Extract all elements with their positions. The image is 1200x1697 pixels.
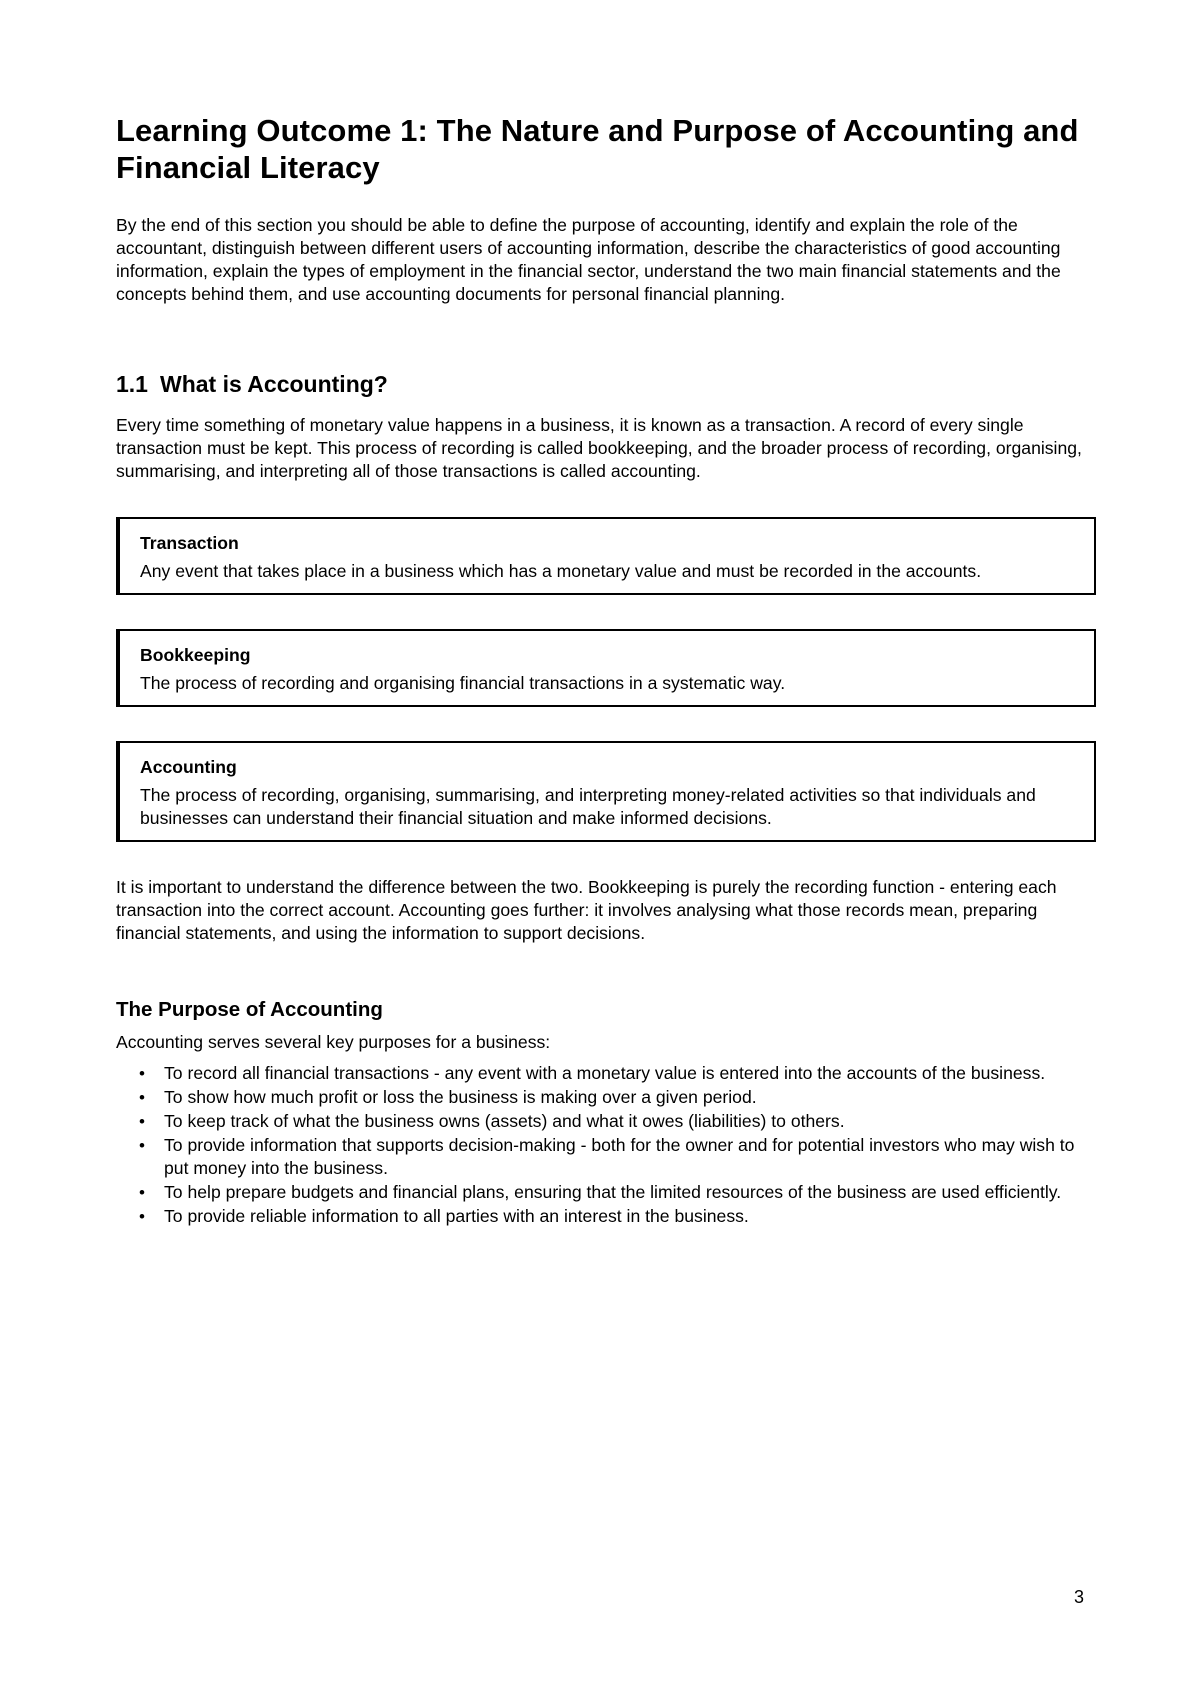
section-title: What is Accounting?: [159, 371, 388, 397]
purpose-lead: Accounting serves several key purposes for a business:: [116, 1032, 551, 1052]
list-item: [139, 1062, 1096, 1085]
list-item-text: To provide information that supports decision-making - both for the owner and for potential investors who may wish to put money into the business.: [164, 1135, 1075, 1178]
section-number: 1.1: [116, 371, 148, 397]
list-item: [139, 1205, 1096, 1228]
definition-text: Any event that takes place in a business which has a monetary value and must be recorded in the accounts.: [140, 561, 982, 581]
list-item-text: To help prepare budgets and financial plans, ensuring that the limited resources of the business are used efficiently.: [164, 1182, 1062, 1202]
list-item: [139, 1134, 1096, 1180]
list-item: [139, 1086, 1096, 1109]
bullet-icon: •: [139, 1064, 145, 1083]
document-page: [116, 112, 1096, 1229]
bullet-icon: •: [139, 1112, 145, 1131]
section-heading: [116, 370, 1096, 398]
definition-text: The process of recording, organising, summarising, and interpreting money-related activities so that individuals and businesses can understand their financial situation and make informed decisions.: [140, 785, 1036, 828]
definition-term: Bookkeeping: [140, 645, 251, 665]
definition-box-bookkeeping: [116, 629, 1096, 707]
definition-term: Transaction: [140, 533, 239, 553]
bullet-icon: •: [139, 1088, 145, 1107]
definition-text: The process of recording and organising financial transactions in a systematic way.: [140, 673, 786, 693]
list-item-text: To keep track of what the business owns (assets) and what it owes (liabilities) to others.: [164, 1111, 845, 1131]
list-item-text: To provide reliable information to all parties with an interest in the business.: [164, 1206, 749, 1226]
page-number: 3: [1074, 1587, 1085, 1607]
list-item-text: To show how much profit or loss the business is making over a given period.: [164, 1087, 757, 1107]
definition-term: Accounting: [140, 757, 237, 777]
section-body-paragraph: Every time something of monetary value happens in a business, it is known as a transaction. A record of every single transaction must be kept. This process of recording is called bookkeeping, and the broader process of recording, organising, summarising, and interpreting all of those transactions is called accounting.: [116, 415, 1082, 481]
bullet-icon: •: [139, 1183, 145, 1202]
definition-box-transaction: [116, 517, 1096, 595]
page-title: Learning Outcome 1: The Nature and Purpose of Accounting and Financial Literacy: [116, 113, 1079, 185]
purpose-heading: The Purpose of Accounting: [116, 998, 383, 1021]
bullet-icon: •: [139, 1207, 145, 1226]
list-item: [139, 1110, 1096, 1133]
purpose-list: [116, 1062, 1096, 1228]
difference-paragraph: It is important to understand the difference between the two. Bookkeeping is purely the recording function - entering each transaction into the correct account. Accounting goes further: it involves analysing what those records mean, preparing financial statements, and using the information to support decisions.: [116, 877, 1057, 943]
definition-box-accounting: [116, 741, 1096, 842]
bullet-icon: •: [139, 1136, 145, 1155]
list-item-text: To record all financial transactions - any event with a monetary value is entered into the accounts of the business.: [164, 1063, 1046, 1083]
intro-paragraph: By the end of this section you should be able to define the purpose of accounting, identify and explain the role of the accountant, distinguish between different users of accounting information, describe the characteristics of good accounting information, explain the types of employment in the financial sector, understand the two main financial statements and the concepts behind them, and use accounting documents for personal financial planning.: [116, 215, 1061, 304]
list-item: [139, 1181, 1096, 1204]
